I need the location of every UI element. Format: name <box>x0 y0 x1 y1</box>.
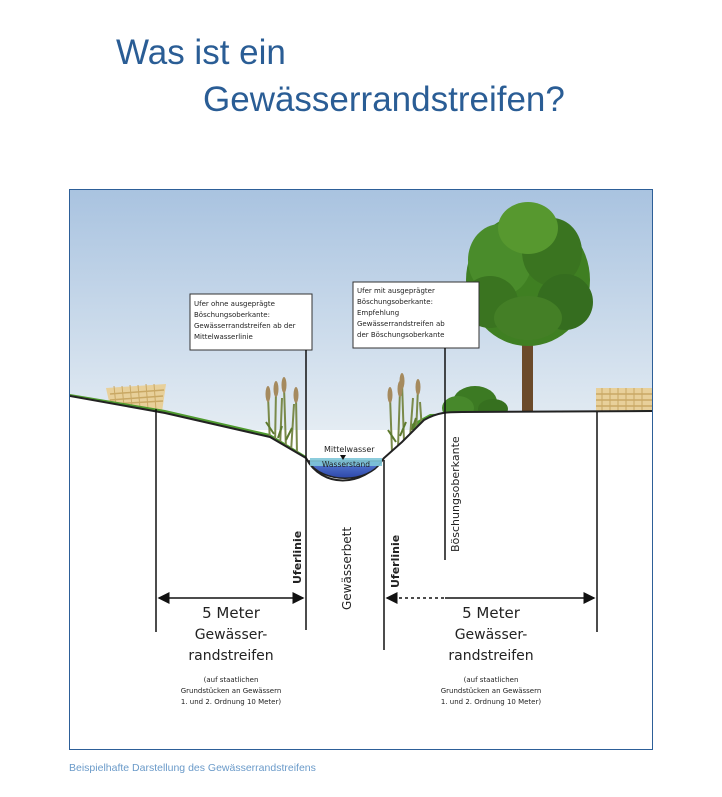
left-strip-name-2: randstreifen <box>188 648 274 664</box>
callout-box-left <box>190 294 312 350</box>
callout-box-right <box>353 282 479 348</box>
right-strip-name-2: randstreifen <box>448 648 534 664</box>
callout-right-line-5: der Böschungsoberkante <box>357 331 445 339</box>
wheat-field-right-icon <box>596 388 653 412</box>
left-strip-name-1: Gewässer- <box>194 627 268 643</box>
left-strip-note-3: 1. und 2. Ordnung 10 Meter) <box>180 698 282 706</box>
page-title-line-1: Was ist ein <box>116 33 286 72</box>
left-strip-width: 5 Meter <box>202 604 260 622</box>
callout-right-line-2: Böschungsoberkante: <box>357 298 433 306</box>
riparian-strip-diagram <box>69 189 653 750</box>
callout-right-line-3: Empfehlung <box>357 309 400 317</box>
callout-left-line-4: Mittelwasserlinie <box>194 333 253 341</box>
left-strip-note-2: Grundstücken an Gewässern <box>180 687 282 695</box>
right-strip-note-2: Grundstücken an Gewässern <box>440 687 542 695</box>
callout-right-line-4: Gewässerrandstreifen ab <box>357 320 445 328</box>
right-strip-note-1: (auf staatlichen <box>463 676 519 684</box>
right-strip-note-3: 1. und 2. Ordnung 10 Meter) <box>440 698 542 706</box>
uferlinie-right-label: Uferlinie <box>389 534 402 588</box>
gewaesserbett-label: Gewässerbett <box>340 526 354 610</box>
wasserstand-label: Wasserstand <box>322 460 371 469</box>
page-title-line-2: Gewässerrandstreifen? <box>203 80 565 119</box>
boeschungsoberkante-label: Böschungsoberkante <box>449 436 462 552</box>
callout-left-line-2: Böschungsoberkante: <box>194 311 270 319</box>
right-strip-width: 5 Meter <box>462 604 520 622</box>
right-strip-name-1: Gewässer- <box>454 627 528 643</box>
callout-left-line-3: Gewässerrandstreifen ab der <box>194 322 296 330</box>
figure-caption: Beispielhafte Darstellung des Gewässerrandstreifens <box>69 762 316 774</box>
left-strip-note-1: (auf staatlichen <box>203 676 259 684</box>
callout-left-line-1: Ufer ohne ausgeprägte <box>194 300 275 308</box>
callout-right-line-1: Ufer mit ausgeprägter <box>357 287 435 295</box>
mittelwasser-label: Mittelwasser <box>324 445 375 454</box>
uferlinie-left-label: Uferlinie <box>291 530 304 584</box>
